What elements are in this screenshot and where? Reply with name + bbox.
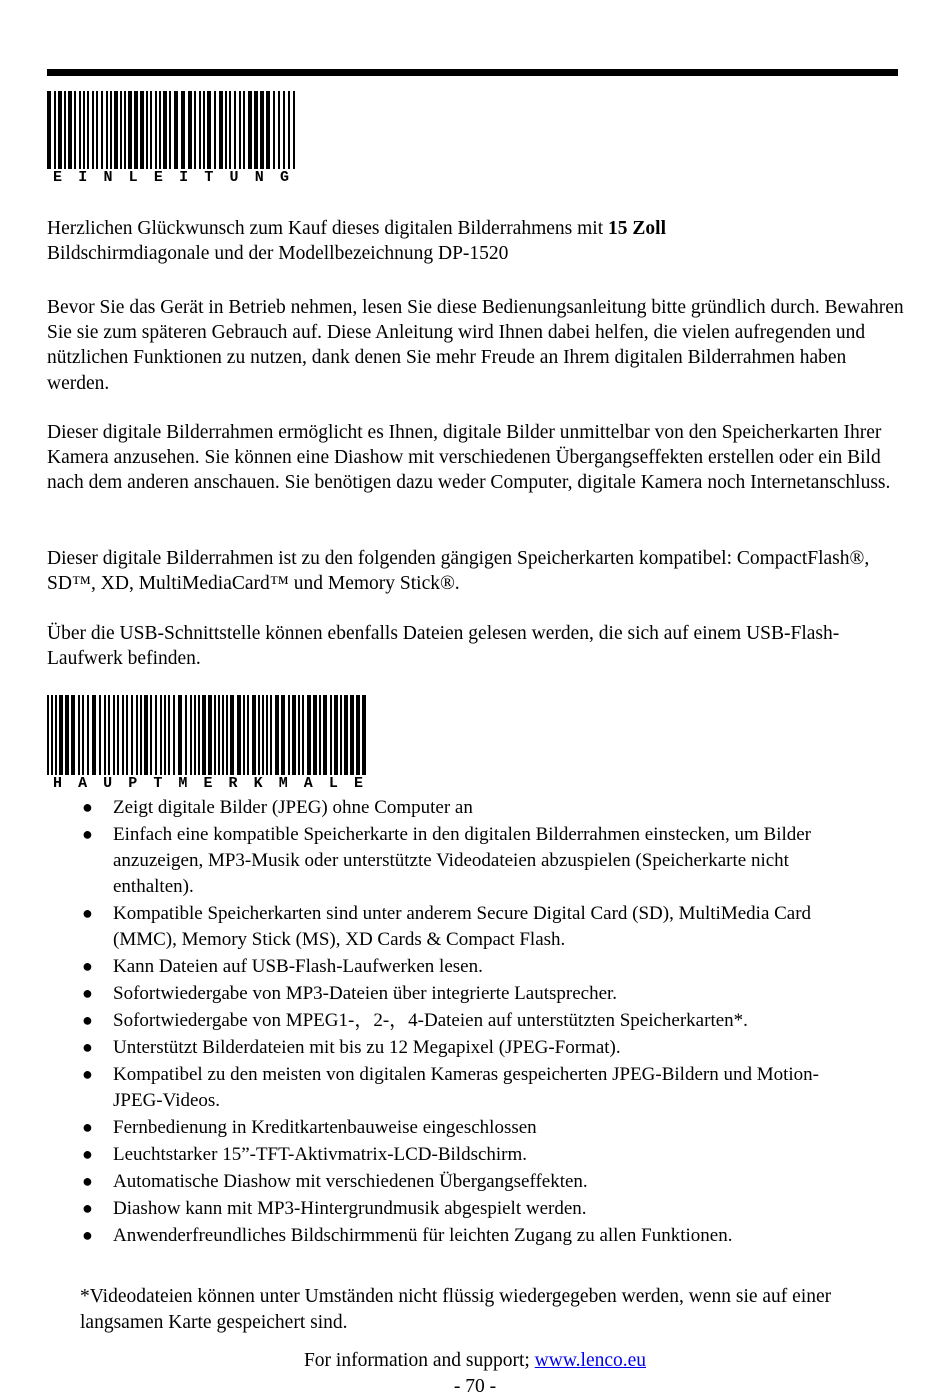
- feature-item: [82, 901, 862, 953]
- intro-paragraph-2: Bevor Sie das Gerät in Betrieb nehmen, lesen Sie diese Bedienungsanleitung bitte gründlich durch. Bewahren Sie sie zum späteren Gebrauch auf. Diese Anleitung wird Ihnen dabei helfen, die vielen aufregenden und nützlichen Funktionen zu nutzen, dank denen Sie mehr Freude an Ihrem digitalen Bilderrahmen haben werden.: [47, 297, 904, 394]
- heading-letter: N: [254, 169, 264, 186]
- heading-letter: E: [353, 775, 363, 792]
- feature-text: Automatische Diashow mit verschiedenen Übergangseffekten.: [113, 1171, 588, 1193]
- footnote: *Videodateien können unter Umständen nicht flüssig wiedergegeben werden, wenn sie auf einer langsamen Karte gespeichert sind.: [80, 1286, 832, 1333]
- heading-letter: P: [128, 775, 138, 792]
- heading-letter: A: [303, 775, 313, 792]
- feature-item: [82, 981, 862, 1007]
- heading-letter: N: [103, 169, 113, 186]
- heading-letter: I: [78, 169, 88, 186]
- feature-item: [82, 795, 862, 821]
- footer-support: [0, 1350, 950, 1372]
- intro-paragraph-1: [47, 216, 907, 266]
- feature-item: [82, 1169, 862, 1195]
- heading-letter: T: [204, 169, 214, 186]
- intro-heading: [47, 169, 295, 186]
- intro-paragraph-3: Dieser digitale Bilderrahmen ermöglicht es Ihnen, digitale Bilder unmittelbar von den Speicherkarten Ihrer Kamera anzusehen. Sie können eine Diashow mit verschiedenen Übergangseffekten erstellen oder ein Bild nach dem anderen anschauen. Sie benötigen dazu weder Computer, digitale Kamera noch Internetanschluss.: [47, 422, 891, 494]
- bullet-icon: ●: [82, 1225, 93, 1246]
- intro-p1-model: Bildschirmdiagonale und der Modellbezeichnung DP-1520: [47, 243, 509, 265]
- bullet-icon: ●: [82, 1171, 93, 1192]
- features-list: [82, 795, 862, 1250]
- feature-text: Diashow kann mit MP3-Hintergrundmusik abgespielt werden.: [113, 1198, 587, 1220]
- feature-text: Kompatible Speicherkarten sind unter anderem Secure Digital Card (SD), MultiMedia Card (MMC), Memory Stick (MS), XD Cards & Compact Flash.: [113, 902, 812, 950]
- feature-text: Leuchtstarker 15”-TFT-Aktivmatrix-LCD-Bildschirm.: [113, 1144, 528, 1166]
- heading-letter: T: [153, 775, 163, 792]
- bullet-icon: ●: [82, 1198, 93, 1219]
- bullet-icon: ●: [82, 1116, 93, 1137]
- heading-letter: M: [178, 775, 188, 792]
- heading-letter: A: [78, 775, 88, 792]
- top-rule: [47, 69, 898, 76]
- heading-letter: U: [229, 169, 239, 186]
- feature-item: [82, 1223, 862, 1249]
- footer-info-text: For information and support;: [303, 1350, 535, 1371]
- heading-letter: H: [53, 775, 63, 792]
- feature-text: Fernbedienung in Kreditkartenbauweise eingeschlossen: [113, 1116, 537, 1138]
- heading-letter: E: [203, 775, 213, 792]
- heading-letter: R: [228, 775, 238, 792]
- intro-heading-barcode: [47, 91, 295, 186]
- support-link[interactable]: www.lenco.eu: [534, 1350, 647, 1371]
- heading-letter: E: [53, 169, 63, 186]
- feature-item: [82, 1196, 862, 1222]
- bullet-icon: ●: [82, 902, 93, 923]
- feature-text: Sofortwiedergabe von MPEG1-，2-，4-Dateien auf unterstützten Speicherkarten*.: [113, 1009, 748, 1031]
- barcode-graphic: [47, 91, 295, 169]
- heading-letter: M: [278, 775, 288, 792]
- bullet-icon: ●: [82, 824, 93, 845]
- feature-text: Sofortwiedergabe von MP3-Dateien über integrierte Lautsprecher.: [113, 982, 618, 1004]
- heading-letter: L: [328, 775, 338, 792]
- heading-letter: I: [179, 169, 189, 186]
- heading-letter: G: [279, 169, 289, 186]
- barcode-graphic: [47, 695, 369, 775]
- bullet-icon: ●: [82, 982, 93, 1003]
- feature-text: Zeigt digitale Bilder (JPEG) ohne Computer an: [113, 797, 473, 818]
- features-heading: [47, 775, 369, 792]
- bullet-icon: ●: [82, 1036, 93, 1057]
- heading-letter: E: [153, 169, 163, 186]
- feature-item: [82, 1062, 862, 1114]
- bullet-icon: ●: [82, 1064, 93, 1085]
- bullet-icon: ●: [82, 797, 93, 817]
- bullet-icon: ●: [82, 1144, 93, 1165]
- heading-letter: U: [103, 775, 113, 792]
- feature-item: [82, 822, 862, 899]
- feature-text: Kompatibel zu den meisten von digitalen Kameras gespeicherten JPEG-Bildern und Motion-JPEG-Videos.: [113, 1064, 819, 1111]
- barcode-gap: [366, 695, 369, 775]
- bullet-icon: ●: [82, 955, 93, 976]
- feature-text: Einfach eine kompatible Speicherkarte in den digitalen Bilderrahmen einstecken, um Bilder anzuzeigen, MP3-Musik oder unterstützte Videodateien abzuspielen (Speicherkarte nicht enthalten).: [113, 824, 812, 897]
- feature-text: Anwenderfreundliches Bildschirmmenü für leichten Zugang zu allen Funktionen.: [113, 1225, 733, 1247]
- intro-paragraph-5: Über die USB-Schnittstelle können ebenfalls Dateien gelesen werden, die sich auf einem USB-Flash-Laufwerk befinden.: [47, 623, 840, 670]
- page-number: - 70 -: [453, 1376, 497, 1397]
- heading-letter: K: [253, 775, 263, 792]
- feature-item: [82, 1115, 862, 1141]
- feature-text: Unterstützt Bilderdateien mit bis zu 12 Megapixel (JPEG-Format).: [113, 1036, 621, 1058]
- barcode-bar: [293, 91, 295, 169]
- intro-p1-text: Herzlichen Glückwunsch zum Kauf dieses digitalen Bilderrahmens mit: [47, 218, 609, 239]
- feature-item: [82, 954, 862, 980]
- feature-item: [82, 1035, 862, 1061]
- feature-item: [82, 1142, 862, 1168]
- features-heading-barcode: [47, 695, 369, 792]
- feature-text: Kann Dateien auf USB-Flash-Laufwerken lesen.: [113, 955, 483, 977]
- intro-paragraph-4: Dieser digitale Bilderrahmen ist zu den folgenden gängigen Speicherkarten kompatibel: CompactFlash®, SD™, XD, MultiMediaCard™ und Memory Stick®.: [47, 548, 870, 595]
- feature-item: [82, 1008, 862, 1034]
- bullet-icon: ●: [82, 1009, 93, 1030]
- heading-letter: L: [128, 169, 138, 186]
- screen-size-bold: 15 Zoll: [608, 218, 666, 239]
